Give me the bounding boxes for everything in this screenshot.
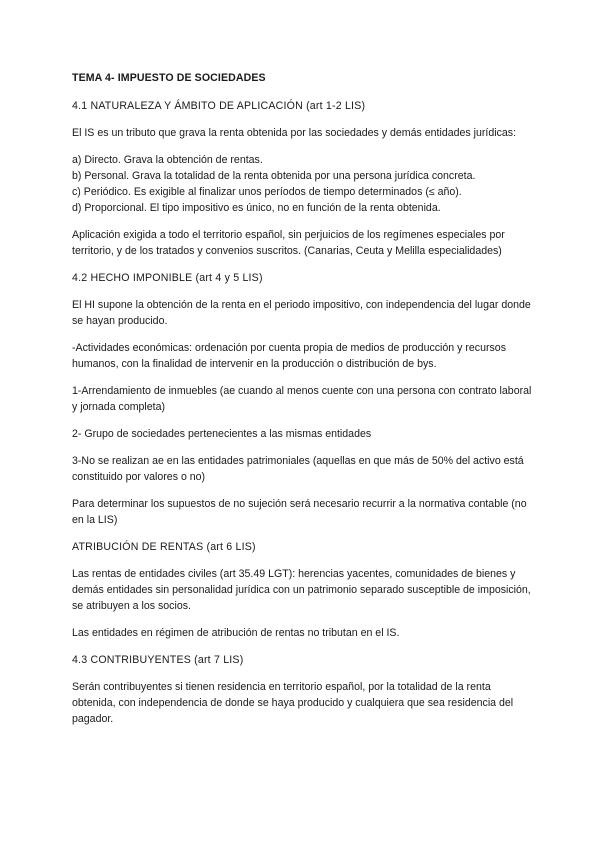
paragraph-intro: El IS es un tributo que grava la renta obtenida por las sociedades y demás entidades jurídicas: [72, 127, 517, 139]
list-item: c) Periódico. Es exigible al finalizar unos períodos de tiempo determinados (≤ año). [72, 186, 462, 198]
characteristics-list [72, 152, 532, 216]
list-item: b) Personal. Grava la totalidad de la renta obtenida por una persona jurídica concreta. [72, 170, 476, 182]
paragraph-contribuyentes: Serán contribuyentes si tienen residencia en territorio español, por la totalidad de la renta obtenida, con independencia de donde se haya producido y cualquiera que sea residencia del pagador. [72, 681, 514, 725]
paragraph-actividades: -Actividades económicas: ordenación por cuenta propia de medios de producción y recursos humanos, con la finalidad de intervenir en la producción o distribución de bys. [72, 342, 506, 370]
section-heading-atribucion: ATRIBUCIÓN DE RENTAS (art 6 LIS) [72, 541, 256, 553]
paragraph-entidades-civiles: Las rentas de entidades civiles (art 35.49 LGT): herencias yacentes, comunidades de bienes y demás entidades sin personalidad jurídica con un patrimonio separado susceptible de imposición, se atribuyen a los socios. [72, 568, 531, 612]
paragraph-arrendamiento: 1-Arrendamiento de inmuebles (ae cuando al menos cuente con una persona con contrato laboral y jornada completa) [72, 385, 532, 413]
paragraph-patrimoniales: 3-No se realizan ae en las entidades patrimoniales (aquellas en que más de 50% del activo está constituido por valores o no) [72, 455, 524, 483]
paragraph-application: Aplicación exigida a todo el territorio español, sin perjuicios de los regímenes especiales por territorio, y de los tratados y convenios suscritos. (Canarias, Ceuta y Melilla especialidades) [72, 229, 505, 257]
section-heading-contribuyentes: 4.3 CONTRIBUYENTES (art 7 LIS) [72, 654, 244, 666]
paragraph-regimen-atribucion: Las entidades en régimen de atribución de rentas no tributan en el IS. [72, 627, 400, 639]
document-page [72, 70, 532, 738]
document-title: TEMA 4- IMPUESTO DE SOCIEDADES [72, 72, 266, 84]
section-heading-hecho-imponible: 4.2 HECHO IMPONIBLE (art 4 y 5 LIS) [72, 272, 263, 284]
paragraph-hi: El HI supone la obtención de la renta en el periodo impositivo, con independencia del lugar donde se hayan producido. [72, 299, 531, 327]
paragraph-grupo: 2- Grupo de sociedades pertenecientes a las mismas entidades [72, 428, 372, 440]
paragraph-no-sujecion: Para determinar los supuestos de no sujeción será necesario recurrir a la normativa contable (no en la LIS) [72, 498, 527, 526]
list-item: d) Proporcional. El tipo impositivo es único, no en función de la renta obtenida. [72, 202, 441, 214]
section-heading-naturaleza: 4.1 NATURALEZA Y ÁMBITO DE APLICACIÓN (art 1-2 LIS) [72, 100, 366, 112]
list-item: a) Directo. Grava la obtención de rentas. [72, 154, 263, 166]
